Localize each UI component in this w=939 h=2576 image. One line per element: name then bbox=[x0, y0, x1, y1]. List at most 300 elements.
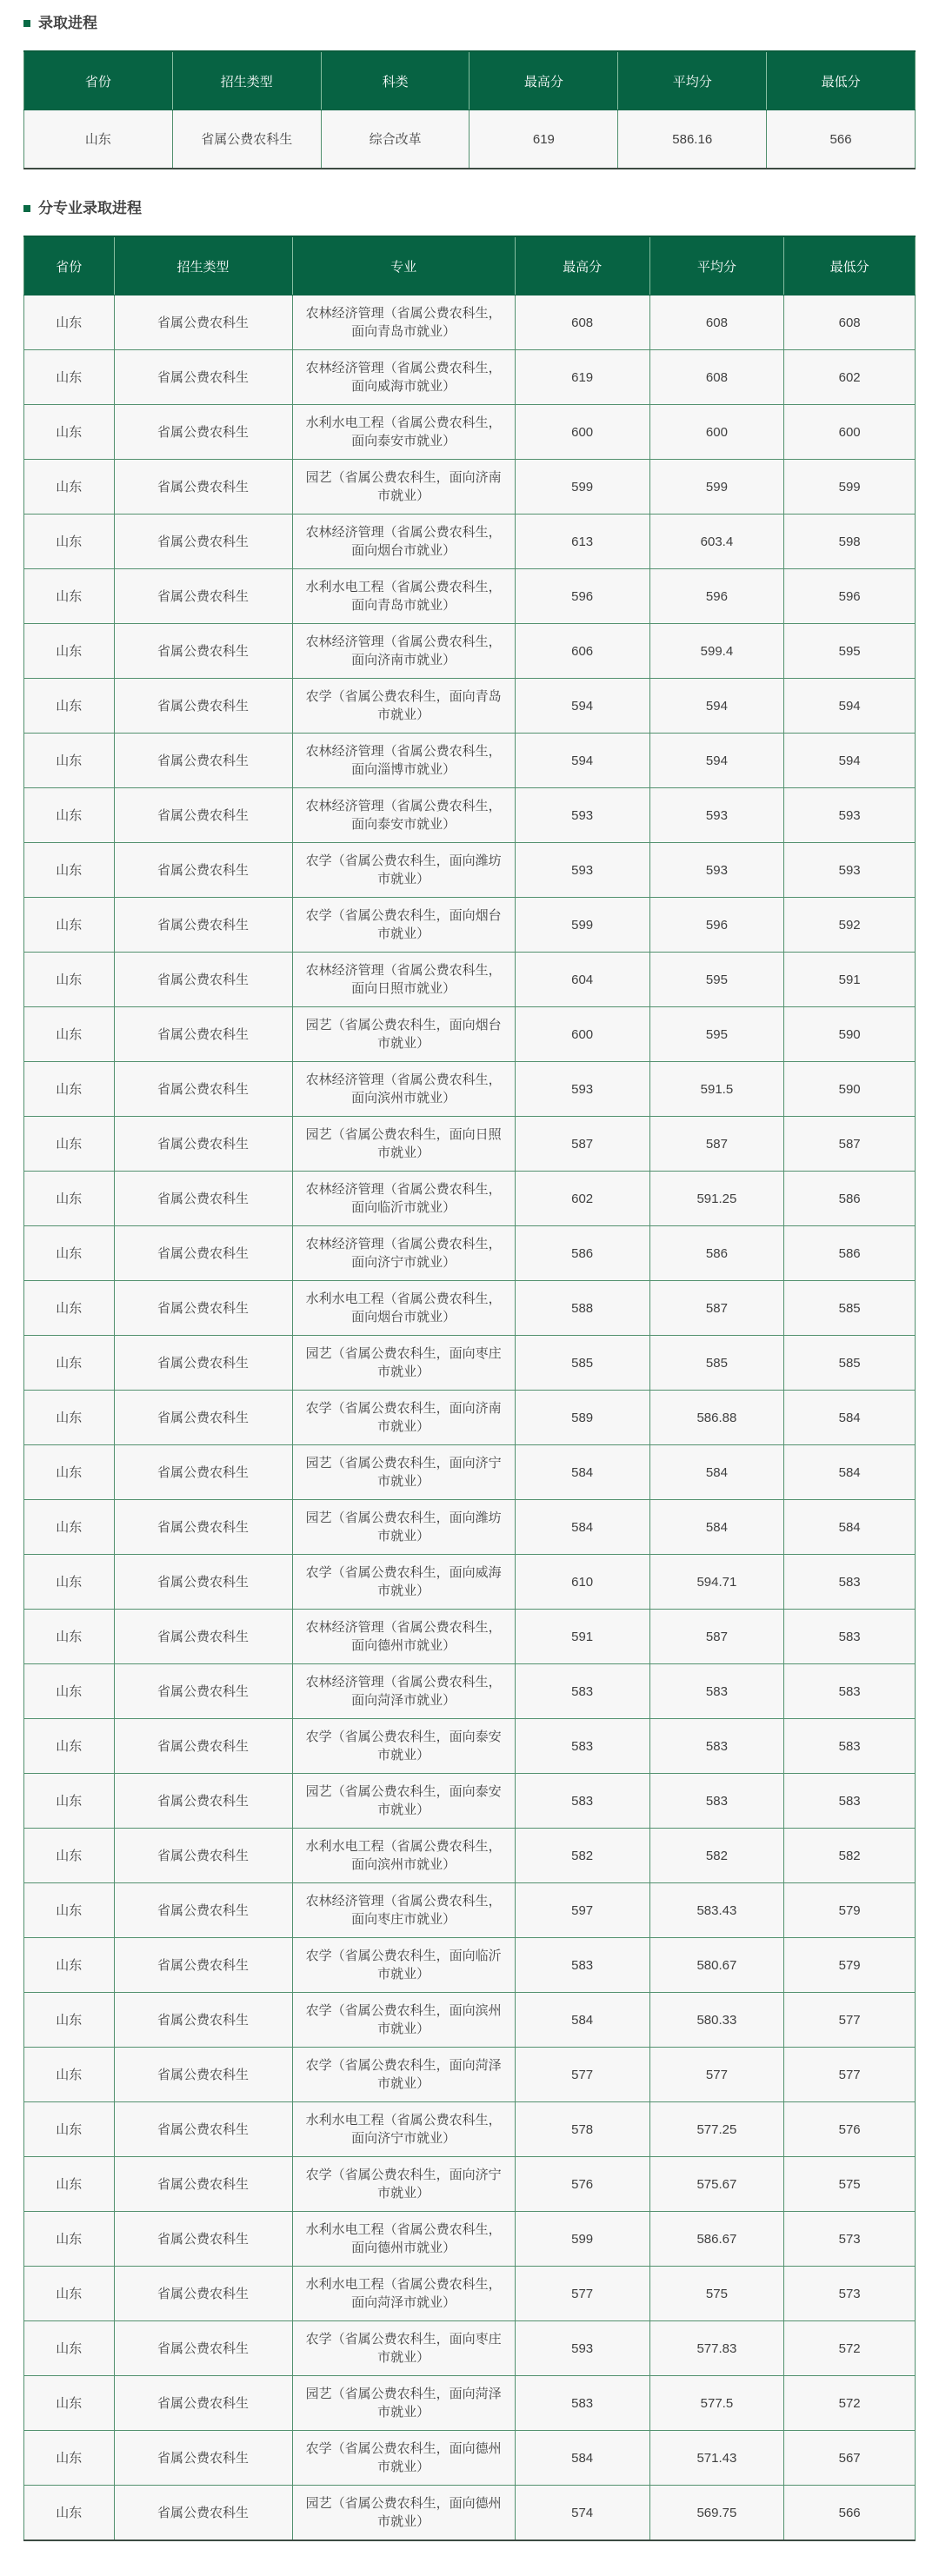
table-row bbox=[24, 515, 916, 569]
square-bullet-icon bbox=[23, 205, 30, 212]
table-cell: 园艺（省属公费农科生，面向烟台市就业） bbox=[292, 1007, 515, 1062]
table-cell: 584 bbox=[515, 2431, 649, 2486]
table-cell: 588 bbox=[515, 1281, 649, 1336]
table-cell: 省属公费农科生 bbox=[114, 2486, 292, 2541]
table-cell: 综合改革 bbox=[321, 110, 470, 169]
admission-summary-table bbox=[23, 50, 916, 169]
table-cell: 594 bbox=[784, 734, 916, 788]
table-cell: 水利水电工程（省属公费农科生，面向青岛市就业） bbox=[292, 569, 515, 624]
table-cell: 583 bbox=[515, 1719, 649, 1774]
table-cell: 584 bbox=[784, 1391, 916, 1445]
table-cell: 594 bbox=[649, 679, 784, 734]
table-cell: 省属公费农科生 bbox=[114, 1993, 292, 2048]
column-header: 最低分 bbox=[767, 51, 916, 110]
table-cell: 584 bbox=[515, 1500, 649, 1555]
table-cell: 593 bbox=[784, 788, 916, 843]
table-cell: 山东 bbox=[24, 1664, 115, 1719]
table-cell: 597 bbox=[515, 1883, 649, 1938]
table-cell: 577 bbox=[784, 1993, 916, 2048]
table-cell: 农林经济管理（省属公费农科生，面向淄博市就业） bbox=[292, 734, 515, 788]
column-header: 招生类型 bbox=[114, 236, 292, 295]
table-cell: 园艺（省属公费农科生，面向济南市就业） bbox=[292, 460, 515, 515]
table-cell: 595 bbox=[784, 624, 916, 679]
table-cell: 583 bbox=[784, 1664, 916, 1719]
table-cell: 602 bbox=[515, 1172, 649, 1226]
table-cell: 584 bbox=[515, 1993, 649, 2048]
section-title-admission bbox=[23, 14, 916, 33]
column-header: 科类 bbox=[321, 51, 470, 110]
table-cell: 山东 bbox=[24, 1281, 115, 1336]
table-cell: 599 bbox=[649, 460, 784, 515]
table-cell: 594 bbox=[515, 734, 649, 788]
table-cell: 577.25 bbox=[649, 2102, 784, 2157]
table-cell: 山东 bbox=[24, 2212, 115, 2267]
table-cell: 省属公费农科生 bbox=[114, 1007, 292, 1062]
table-cell: 水利水电工程（省属公费农科生，面向滨州市就业） bbox=[292, 1829, 515, 1883]
table-cell: 农学（省属公费农科生，面向济南市就业） bbox=[292, 1391, 515, 1445]
table-cell: 省属公费农科生 bbox=[114, 405, 292, 460]
table-row bbox=[24, 624, 916, 679]
table-cell: 587 bbox=[649, 1610, 784, 1664]
table-cell: 598 bbox=[784, 515, 916, 569]
table-cell: 农林经济管理（省属公费农科生，面向滨州市就业） bbox=[292, 1062, 515, 1117]
table-cell: 572 bbox=[784, 2376, 916, 2431]
table-row bbox=[24, 1719, 916, 1774]
table-cell: 山东 bbox=[24, 2267, 115, 2321]
table-row bbox=[24, 2212, 916, 2267]
table-cell: 园艺（省属公费农科生，面向德州市就业） bbox=[292, 2486, 515, 2541]
table-cell: 省属公费农科生 bbox=[114, 624, 292, 679]
table-cell: 山东 bbox=[24, 1226, 115, 1281]
table-cell: 农林经济管理（省属公费农科生，面向威海市就业） bbox=[292, 350, 515, 405]
table-cell: 山东 bbox=[24, 110, 173, 169]
table-cell: 省属公费农科生 bbox=[114, 1555, 292, 1610]
table-cell: 604 bbox=[515, 953, 649, 1007]
table-cell: 山东 bbox=[24, 1172, 115, 1226]
table-cell: 山东 bbox=[24, 1336, 115, 1391]
table-cell: 583 bbox=[784, 1555, 916, 1610]
table-cell: 省属公费农科生 bbox=[114, 898, 292, 953]
table-cell: 584 bbox=[649, 1445, 784, 1500]
table-cell: 613 bbox=[515, 515, 649, 569]
table-row bbox=[24, 1226, 916, 1281]
table-cell: 农学（省属公费农科生，面向泰安市就业） bbox=[292, 1719, 515, 1774]
table-row bbox=[24, 788, 916, 843]
table-cell: 600 bbox=[515, 405, 649, 460]
table-row bbox=[24, 1883, 916, 1938]
table-cell: 水利水电工程（省属公费农科生，面向济宁市就业） bbox=[292, 2102, 515, 2157]
table-cell: 582 bbox=[784, 1829, 916, 1883]
table-cell: 603.4 bbox=[649, 515, 784, 569]
table-cell: 577 bbox=[515, 2048, 649, 2102]
table-cell: 省属公费农科生 bbox=[114, 2376, 292, 2431]
table-row bbox=[24, 2102, 916, 2157]
table-row bbox=[24, 1938, 916, 1993]
table-cell: 608 bbox=[784, 295, 916, 350]
table-row bbox=[24, 110, 916, 169]
table-row bbox=[24, 1774, 916, 1829]
section-major-admission-progress bbox=[23, 199, 916, 2541]
table-cell: 农林经济管理（省属公费农科生，面向菏泽市就业） bbox=[292, 1664, 515, 1719]
table-cell: 山东 bbox=[24, 350, 115, 405]
table-cell: 593 bbox=[515, 788, 649, 843]
table-cell: 山东 bbox=[24, 2376, 115, 2431]
table-cell: 595 bbox=[649, 1007, 784, 1062]
table-cell: 农学（省属公费农科生，面向威海市就业） bbox=[292, 1555, 515, 1610]
table-cell: 594 bbox=[649, 734, 784, 788]
table-cell: 省属公费农科生 bbox=[114, 1226, 292, 1281]
table-cell: 园艺（省属公费农科生，面向日照市就业） bbox=[292, 1117, 515, 1172]
column-header: 省份 bbox=[24, 236, 115, 295]
table-cell: 山东 bbox=[24, 2486, 115, 2541]
table-cell: 省属公费农科生 bbox=[114, 1610, 292, 1664]
table-cell: 省属公费农科生 bbox=[114, 2212, 292, 2267]
table-cell: 599 bbox=[784, 460, 916, 515]
table-cell: 573 bbox=[784, 2267, 916, 2321]
table-row bbox=[24, 1993, 916, 2048]
table-cell: 569.75 bbox=[649, 2486, 784, 2541]
column-header: 最低分 bbox=[784, 236, 916, 295]
table-cell: 583 bbox=[515, 1664, 649, 1719]
table-cell: 583.43 bbox=[649, 1883, 784, 1938]
table-cell: 园艺（省属公费农科生，面向济宁市就业） bbox=[292, 1445, 515, 1500]
table-cell: 575 bbox=[649, 2267, 784, 2321]
table-cell: 农学（省属公费农科生，面向青岛市就业） bbox=[292, 679, 515, 734]
table-cell: 省属公费农科生 bbox=[114, 1829, 292, 1883]
section-title-major-admission bbox=[23, 199, 916, 218]
table-cell: 579 bbox=[784, 1883, 916, 1938]
header-row bbox=[24, 51, 916, 110]
table-cell: 593 bbox=[649, 788, 784, 843]
table-cell: 省属公费农科生 bbox=[114, 1172, 292, 1226]
table-cell: 省属公费农科生 bbox=[114, 2431, 292, 2486]
table-row bbox=[24, 2321, 916, 2376]
table-cell: 农学（省属公费农科生，面向烟台市就业） bbox=[292, 898, 515, 953]
table-cell: 591.5 bbox=[649, 1062, 784, 1117]
table-cell: 599 bbox=[515, 898, 649, 953]
header-row bbox=[24, 236, 916, 295]
table-cell: 山东 bbox=[24, 1500, 115, 1555]
table-cell: 599 bbox=[515, 2212, 649, 2267]
column-header: 平均分 bbox=[649, 236, 784, 295]
table-cell: 农林经济管理（省属公费农科生，面向枣庄市就业） bbox=[292, 1883, 515, 1938]
table-cell: 山东 bbox=[24, 1007, 115, 1062]
table-cell: 600 bbox=[515, 1007, 649, 1062]
table-cell: 山东 bbox=[24, 1391, 115, 1445]
table-cell: 农林经济管理（省属公费农科生，面向临沂市就业） bbox=[292, 1172, 515, 1226]
table-cell: 省属公费农科生 bbox=[114, 2267, 292, 2321]
table-cell: 省属公费农科生 bbox=[114, 1664, 292, 1719]
table-cell: 587 bbox=[784, 1117, 916, 1172]
table-cell: 592 bbox=[784, 898, 916, 953]
table-cell: 596 bbox=[784, 569, 916, 624]
table-cell: 省属公费农科生 bbox=[114, 734, 292, 788]
table-cell: 583 bbox=[784, 1610, 916, 1664]
table-cell: 省属公费农科生 bbox=[114, 953, 292, 1007]
table-row bbox=[24, 2376, 916, 2431]
table-cell: 593 bbox=[515, 2321, 649, 2376]
table-cell: 593 bbox=[515, 1062, 649, 1117]
table-cell: 584 bbox=[784, 1445, 916, 1500]
table-cell: 山东 bbox=[24, 1610, 115, 1664]
table-cell: 省属公费农科生 bbox=[114, 1445, 292, 1500]
table-row bbox=[24, 1007, 916, 1062]
table-cell: 农学（省属公费农科生，面向临沂市就业） bbox=[292, 1938, 515, 1993]
table-cell: 579 bbox=[784, 1938, 916, 1993]
table-row bbox=[24, 1664, 916, 1719]
table-cell: 585 bbox=[784, 1336, 916, 1391]
table-cell: 586 bbox=[784, 1226, 916, 1281]
table-cell: 农学（省属公费农科生，面向菏泽市就业） bbox=[292, 2048, 515, 2102]
table-cell: 619 bbox=[470, 110, 618, 169]
table-cell: 省属公费农科生 bbox=[114, 2048, 292, 2102]
table-cell: 583 bbox=[649, 1774, 784, 1829]
table-cell: 586 bbox=[649, 1226, 784, 1281]
table-cell: 水利水电工程（省属公费农科生，面向德州市就业） bbox=[292, 2212, 515, 2267]
table-cell: 583 bbox=[649, 1719, 784, 1774]
table-cell: 山东 bbox=[24, 569, 115, 624]
table-cell: 山东 bbox=[24, 1883, 115, 1938]
table-cell: 600 bbox=[784, 405, 916, 460]
section-title-text: 分专业录取进程 bbox=[38, 200, 142, 216]
table-cell: 580.33 bbox=[649, 1993, 784, 2048]
table-cell: 山东 bbox=[24, 898, 115, 953]
table-cell: 587 bbox=[649, 1281, 784, 1336]
column-header: 最高分 bbox=[515, 236, 649, 295]
table-cell: 596 bbox=[649, 569, 784, 624]
table-cell: 省属公费农科生 bbox=[114, 350, 292, 405]
table-cell: 573 bbox=[784, 2212, 916, 2267]
table-row bbox=[24, 2431, 916, 2486]
table-row bbox=[24, 1391, 916, 1445]
table-cell: 山东 bbox=[24, 734, 115, 788]
table-cell: 599.4 bbox=[649, 624, 784, 679]
column-header: 招生类型 bbox=[172, 51, 321, 110]
table-row bbox=[24, 569, 916, 624]
table-cell: 省属公费农科生 bbox=[114, 295, 292, 350]
table-cell: 595 bbox=[649, 953, 784, 1007]
table-cell: 587 bbox=[649, 1117, 784, 1172]
table-cell: 594 bbox=[784, 679, 916, 734]
table-cell: 山东 bbox=[24, 2431, 115, 2486]
table-cell: 586.67 bbox=[649, 2212, 784, 2267]
table-cell: 583 bbox=[515, 1774, 649, 1829]
table-cell: 577.83 bbox=[649, 2321, 784, 2376]
table-row bbox=[24, 953, 916, 1007]
table-cell: 608 bbox=[649, 350, 784, 405]
table-cell: 省属公费农科生 bbox=[114, 843, 292, 898]
table-cell: 586.16 bbox=[618, 110, 767, 169]
table-cell: 577 bbox=[649, 2048, 784, 2102]
table-cell: 省属公费农科生 bbox=[114, 2157, 292, 2212]
table-cell: 593 bbox=[649, 843, 784, 898]
table-cell: 农学（省属公费农科生，面向滨州市就业） bbox=[292, 1993, 515, 2048]
table-cell: 省属公费农科生 bbox=[114, 679, 292, 734]
table-cell: 593 bbox=[784, 843, 916, 898]
table-cell: 602 bbox=[784, 350, 916, 405]
table-cell: 省属公费农科生 bbox=[172, 110, 321, 169]
table-cell: 水利水电工程（省属公费农科生，面向菏泽市就业） bbox=[292, 2267, 515, 2321]
table-cell: 农林经济管理（省属公费农科生，面向日照市就业） bbox=[292, 953, 515, 1007]
table-cell: 583 bbox=[784, 1774, 916, 1829]
table-cell: 山东 bbox=[24, 1774, 115, 1829]
table-row bbox=[24, 2048, 916, 2102]
table-cell: 583 bbox=[784, 1719, 916, 1774]
table-cell: 山东 bbox=[24, 2321, 115, 2376]
table-cell: 608 bbox=[515, 295, 649, 350]
table-row bbox=[24, 734, 916, 788]
table-cell: 省属公费农科生 bbox=[114, 788, 292, 843]
table-cell: 山东 bbox=[24, 515, 115, 569]
table-row bbox=[24, 2157, 916, 2212]
table-cell: 610 bbox=[515, 1555, 649, 1610]
table-cell: 584 bbox=[649, 1500, 784, 1555]
table-cell: 省属公费农科生 bbox=[114, 1719, 292, 1774]
table-cell: 584 bbox=[515, 1445, 649, 1500]
table-cell: 567 bbox=[784, 2431, 916, 2486]
table-row bbox=[24, 2486, 916, 2541]
table-cell: 农林经济管理（省属公费农科生，面向青岛市就业） bbox=[292, 295, 515, 350]
table-cell: 576 bbox=[784, 2102, 916, 2157]
table-cell: 585 bbox=[515, 1336, 649, 1391]
table-cell: 山东 bbox=[24, 788, 115, 843]
table-row bbox=[24, 898, 916, 953]
table-cell: 583 bbox=[515, 2376, 649, 2431]
table-cell: 585 bbox=[649, 1336, 784, 1391]
table-row bbox=[24, 1829, 916, 1883]
table-cell: 山东 bbox=[24, 1062, 115, 1117]
table-cell: 591 bbox=[784, 953, 916, 1007]
table-cell: 山东 bbox=[24, 1445, 115, 1500]
table-cell: 山东 bbox=[24, 1719, 115, 1774]
table-cell: 山东 bbox=[24, 2157, 115, 2212]
table-cell: 591.25 bbox=[649, 1172, 784, 1226]
table-row bbox=[24, 1336, 916, 1391]
table-cell: 园艺（省属公费农科生，面向泰安市就业） bbox=[292, 1774, 515, 1829]
table-cell: 586.88 bbox=[649, 1391, 784, 1445]
table-cell: 省属公费农科生 bbox=[114, 1117, 292, 1172]
table-cell: 584 bbox=[784, 1500, 916, 1555]
table-cell: 580.67 bbox=[649, 1938, 784, 1993]
table-cell: 山东 bbox=[24, 843, 115, 898]
table-row bbox=[24, 1062, 916, 1117]
table-cell: 农学（省属公费农科生，面向枣庄市就业） bbox=[292, 2321, 515, 2376]
table-cell: 599 bbox=[515, 460, 649, 515]
table-cell: 586 bbox=[784, 1172, 916, 1226]
section-title-text: 录取进程 bbox=[38, 15, 97, 31]
table-cell: 578 bbox=[515, 2102, 649, 2157]
table-cell: 山东 bbox=[24, 1938, 115, 1993]
table-cell: 582 bbox=[649, 1829, 784, 1883]
table-cell: 水利水电工程（省属公费农科生，面向烟台市就业） bbox=[292, 1281, 515, 1336]
table-cell: 586 bbox=[515, 1226, 649, 1281]
table-cell: 608 bbox=[649, 295, 784, 350]
table-cell: 山东 bbox=[24, 2048, 115, 2102]
table-cell: 省属公费农科生 bbox=[114, 1281, 292, 1336]
table-row bbox=[24, 2267, 916, 2321]
table-cell: 619 bbox=[515, 350, 649, 405]
table-cell: 596 bbox=[649, 898, 784, 953]
table-cell: 山东 bbox=[24, 1117, 115, 1172]
table-cell: 省属公费农科生 bbox=[114, 1883, 292, 1938]
major-admission-table bbox=[23, 236, 916, 2541]
table-cell: 农学（省属公费农科生，面向潍坊市就业） bbox=[292, 843, 515, 898]
table-cell: 省属公费农科生 bbox=[114, 2102, 292, 2157]
table-cell: 山东 bbox=[24, 2102, 115, 2157]
table-cell: 585 bbox=[784, 1281, 916, 1336]
table-cell: 农学（省属公费农科生，面向济宁市就业） bbox=[292, 2157, 515, 2212]
table-cell: 省属公费农科生 bbox=[114, 1774, 292, 1829]
table-cell: 山东 bbox=[24, 1993, 115, 2048]
table-cell: 600 bbox=[649, 405, 784, 460]
table-cell: 574 bbox=[515, 2486, 649, 2541]
table-cell: 606 bbox=[515, 624, 649, 679]
table-cell: 571.43 bbox=[649, 2431, 784, 2486]
table-cell: 省属公费农科生 bbox=[114, 2321, 292, 2376]
table-cell: 省属公费农科生 bbox=[114, 1336, 292, 1391]
table-cell: 省属公费农科生 bbox=[114, 515, 292, 569]
table-cell: 575.67 bbox=[649, 2157, 784, 2212]
table-row bbox=[24, 1500, 916, 1555]
table-cell: 590 bbox=[784, 1007, 916, 1062]
table-cell: 山东 bbox=[24, 1555, 115, 1610]
table-cell: 587 bbox=[515, 1117, 649, 1172]
table-cell: 589 bbox=[515, 1391, 649, 1445]
table-cell: 577.5 bbox=[649, 2376, 784, 2431]
table-row bbox=[24, 1610, 916, 1664]
table-cell: 山东 bbox=[24, 405, 115, 460]
table-row bbox=[24, 1281, 916, 1336]
table-cell: 583 bbox=[649, 1664, 784, 1719]
table-cell: 576 bbox=[515, 2157, 649, 2212]
table-cell: 园艺（省属公费农科生，面向潍坊市就业） bbox=[292, 1500, 515, 1555]
table-cell: 山东 bbox=[24, 1829, 115, 1883]
table-cell: 572 bbox=[784, 2321, 916, 2376]
table-row bbox=[24, 1445, 916, 1500]
table-cell: 590 bbox=[784, 1062, 916, 1117]
table-row bbox=[24, 1172, 916, 1226]
table-row bbox=[24, 679, 916, 734]
table-cell: 园艺（省属公费农科生，面向枣庄市就业） bbox=[292, 1336, 515, 1391]
column-header: 平均分 bbox=[618, 51, 767, 110]
table-cell: 省属公费农科生 bbox=[114, 1938, 292, 1993]
table-cell: 农林经济管理（省属公费农科生，面向烟台市就业） bbox=[292, 515, 515, 569]
table-cell: 农林经济管理（省属公费农科生，面向济宁市就业） bbox=[292, 1226, 515, 1281]
table-cell: 582 bbox=[515, 1829, 649, 1883]
table-cell: 591 bbox=[515, 1610, 649, 1664]
table-cell: 农林经济管理（省属公费农科生，面向济南市就业） bbox=[292, 624, 515, 679]
table-cell: 577 bbox=[784, 2048, 916, 2102]
table-row bbox=[24, 460, 916, 515]
table-cell: 593 bbox=[515, 843, 649, 898]
table-cell: 省属公费农科生 bbox=[114, 1391, 292, 1445]
table-cell: 566 bbox=[767, 110, 916, 169]
table-cell: 594.71 bbox=[649, 1555, 784, 1610]
table-cell: 水利水电工程（省属公费农科生，面向泰安市就业） bbox=[292, 405, 515, 460]
table-cell: 省属公费农科生 bbox=[114, 569, 292, 624]
table-row bbox=[24, 350, 916, 405]
column-header: 省份 bbox=[24, 51, 173, 110]
table-cell: 577 bbox=[515, 2267, 649, 2321]
column-header: 专业 bbox=[292, 236, 515, 295]
table-cell: 山东 bbox=[24, 953, 115, 1007]
table-row bbox=[24, 1117, 916, 1172]
table-cell: 省属公费农科生 bbox=[114, 1062, 292, 1117]
table-cell: 省属公费农科生 bbox=[114, 1500, 292, 1555]
table-cell: 566 bbox=[784, 2486, 916, 2541]
table-cell: 山东 bbox=[24, 295, 115, 350]
table-row bbox=[24, 843, 916, 898]
